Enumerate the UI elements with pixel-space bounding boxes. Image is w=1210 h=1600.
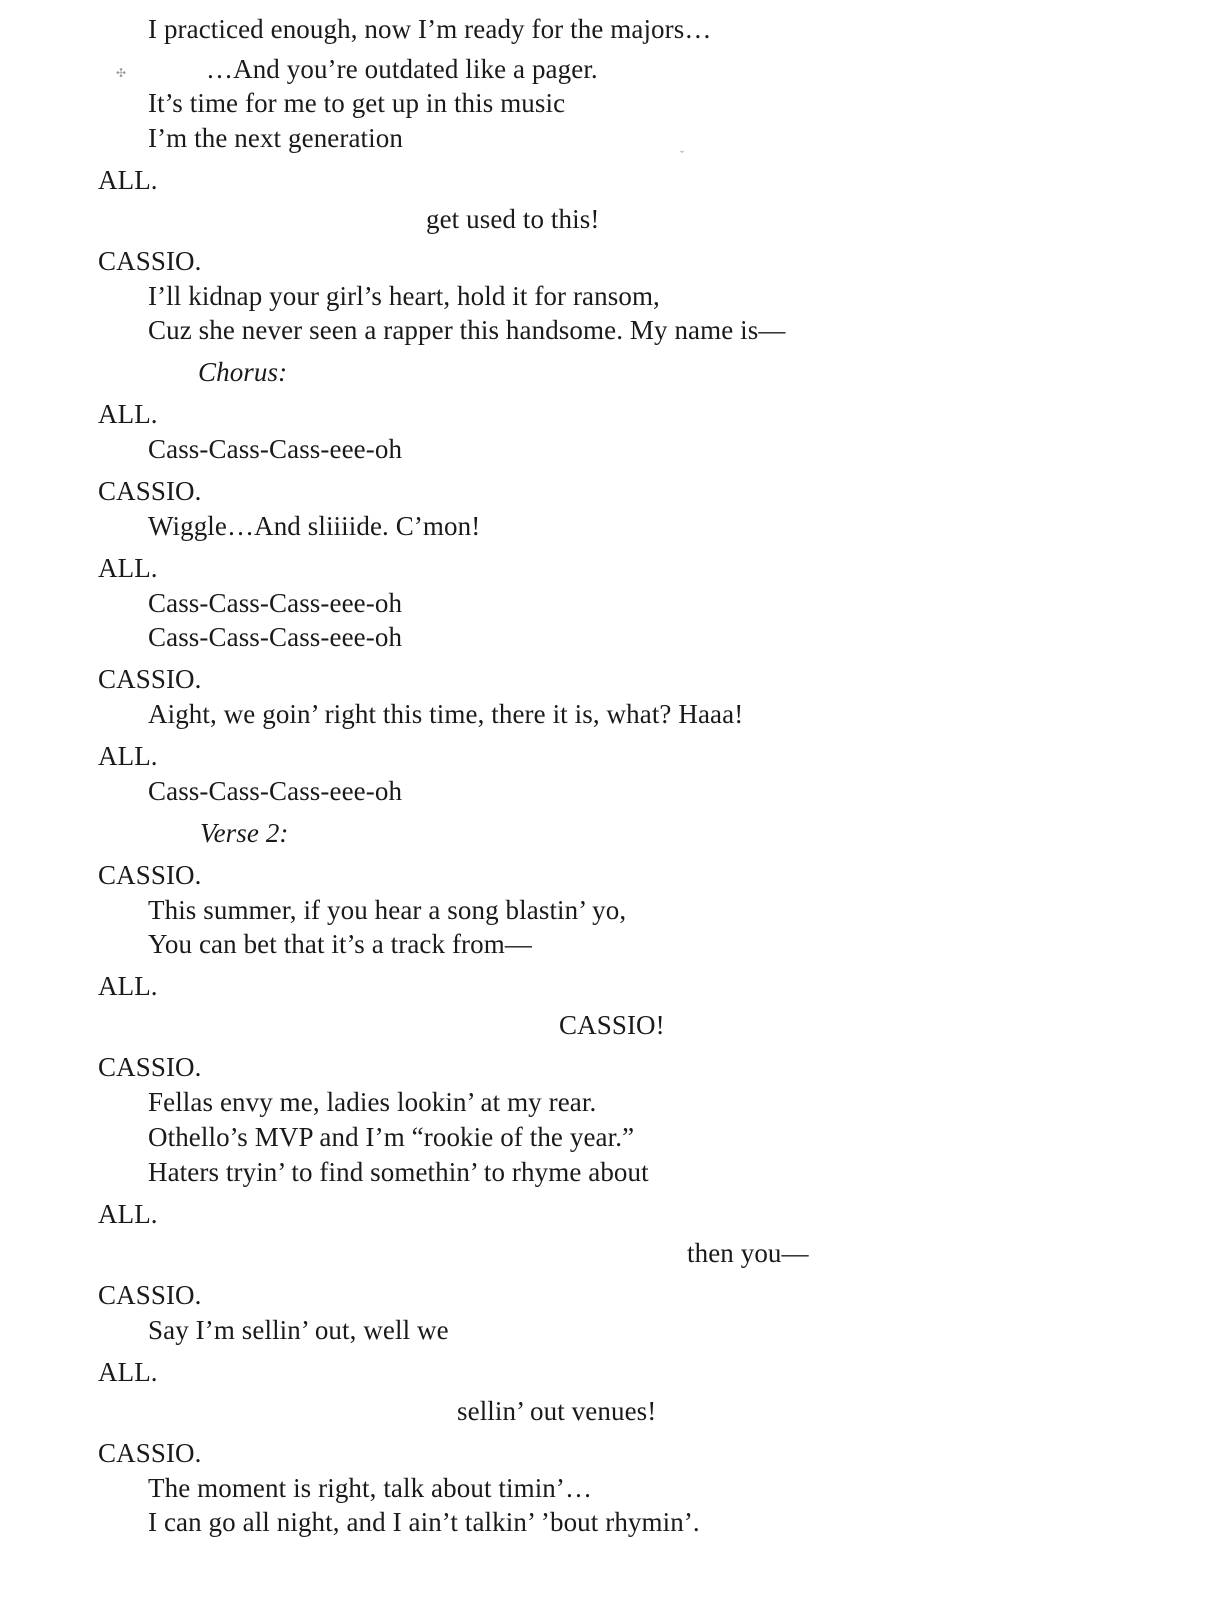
lyric-line: Wiggle…And sliiiide. C’mon! [148,511,481,541]
scan-speck-icon: ˇ [680,148,684,162]
lyric-line: This summer, if you hear a song blastin’ yo, [148,895,627,925]
lyric-line: Say I’m sellin’ out, well we [148,1315,449,1345]
lyric-line: get used to this! [426,204,600,234]
speaker-label: CASSIO. [98,1052,202,1082]
lyric-line: You can bet that it’s a track from— [148,929,532,959]
lyric-line: Haters tryin’ to find somethin’ to rhyme about [148,1157,649,1187]
section-heading: Chorus: [198,357,288,387]
speaker-label: ALL. [98,553,158,583]
lyric-line: Fellas envy me, ladies lookin’ at my rear. [148,1087,597,1117]
lyric-line: It’s time for me to get up in this music [148,88,566,118]
lyric-line: …And you’re outdated like a pager. [206,54,598,84]
speaker-label: ALL. [98,1199,158,1229]
lyric-line: I practiced enough, now I’m ready for the majors… [148,14,712,44]
lyric-line: Cuz she never seen a rapper this handsome. My name is— [148,315,786,345]
lyric-line: I can go all night, and I ain’t talkin’ ’bout rhymin’. [148,1507,700,1537]
scan-speck-icon: ✣ [116,66,127,80]
speaker-label: CASSIO. [98,476,202,506]
lyric-line: I’m the next generation [148,123,403,153]
speaker-label: ALL. [98,741,158,771]
lyric-line: I’ll kidnap your girl’s heart, hold it for ransom, [148,281,660,311]
speaker-label: CASSIO. [98,664,202,694]
section-heading: Verse 2: [200,818,289,848]
speaker-label: CASSIO. [98,860,202,890]
lyric-line: Aight, we goin’ right this time, there it is, what? Haaa! [148,699,744,729]
speaker-label: ALL. [98,971,158,1001]
lyric-line: Cass-Cass-Cass-eee-oh [148,434,403,464]
lyric-line: Othello’s MVP and I’m “rookie of the year.” [148,1122,635,1152]
lyric-line: Cass-Cass-Cass-eee-oh [148,588,403,618]
speaker-label: CASSIO. [98,246,202,276]
speaker-label: ALL. [98,1357,158,1387]
speaker-label: CASSIO. [98,1280,202,1310]
speaker-label: CASSIO. [98,1438,202,1468]
lyric-line: CASSIO! [559,1010,665,1040]
lyric-line: then you— [687,1238,809,1268]
lyric-line: sellin’ out venues! [457,1396,657,1426]
speaker-label: ALL. [98,165,158,195]
lyric-line: The moment is right, talk about timin’… [148,1473,593,1503]
lyric-line: Cass-Cass-Cass-eee-oh [148,776,403,806]
speaker-label: ALL. [98,399,158,429]
lyric-line: Cass-Cass-Cass-eee-oh [148,622,403,652]
